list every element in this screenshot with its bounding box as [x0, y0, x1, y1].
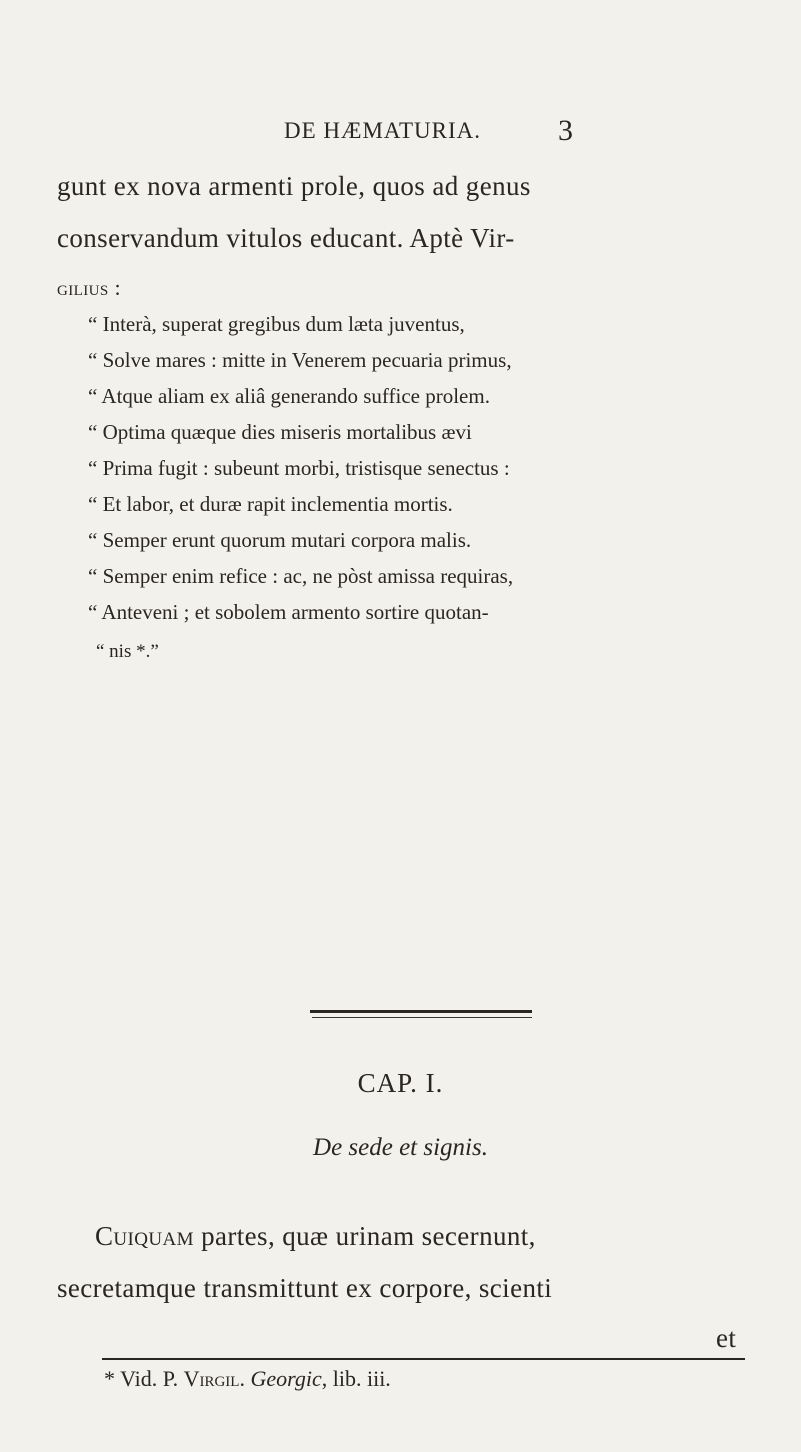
body-line-1-rest: partes, quæ urinam secernunt, — [193, 1221, 536, 1251]
intro-line-3: gilius : — [57, 275, 121, 300]
verse-line-6: “ Et labor, et duræ rapit inclementia mortis. — [88, 492, 453, 516]
verse-line-2: “ Solve mares : mitte in Venerem pecuaria primus, — [88, 348, 512, 372]
chapter-subtitle: De sede et signis. — [313, 1134, 488, 1161]
verse-line-8: “ Semper enim refice : ac, ne pòst amissa requiras, — [88, 564, 514, 588]
footnote-work: Georgic — [250, 1366, 322, 1391]
footnote-book: , lib. iii. — [321, 1366, 391, 1391]
running-head — [0, 114, 801, 154]
section-rule-thick — [310, 1010, 532, 1013]
verse-line-4: “ Optima quæque dies miseris mortalibus ævi — [88, 420, 472, 444]
verse-line-10: “ nis *.” — [96, 641, 159, 662]
footnote-marker: * — [104, 1366, 115, 1391]
body-line-1 — [95, 1210, 536, 1262]
body-lead-word: Cuiquam — [95, 1221, 194, 1251]
section-rule-thin — [312, 1017, 532, 1018]
footnote-after-author: . — [239, 1366, 251, 1391]
footnote-lead: Vid. P. — [115, 1366, 184, 1391]
body-line-2: secretamque transmittunt ex corpore, scienti — [57, 1273, 553, 1303]
footnote-author: Virgil — [183, 1366, 240, 1391]
footnote-rule — [102, 1358, 745, 1360]
verse-line-1: “ Interà, superat gregibus dum læta juventus, — [88, 312, 465, 336]
page-number: 3 — [558, 114, 573, 147]
verse-line-7: “ Semper erunt quorum mutari corpora malis. — [88, 528, 472, 552]
verse-line-9: “ Anteveni ; et sobolem armento sortire quotan- — [88, 600, 489, 624]
catchword: et — [716, 1323, 737, 1353]
chapter-title: CAP. I. — [357, 1068, 444, 1098]
intro-line-1: gunt ex nova armenti prole, quos ad genus — [57, 171, 531, 201]
verse-line-5: “ Prima fugit : subeunt morbi, tristisque senectus : — [88, 456, 510, 480]
verse-line-3: “ Atque aliam ex aliâ generando suffice prolem. — [88, 384, 490, 408]
intro-line-2: conservandum vitulos educant. Aptè Vir- — [57, 223, 515, 253]
footnote — [104, 1366, 391, 1392]
running-head-title: DE HÆMATURIA. — [284, 118, 481, 143]
